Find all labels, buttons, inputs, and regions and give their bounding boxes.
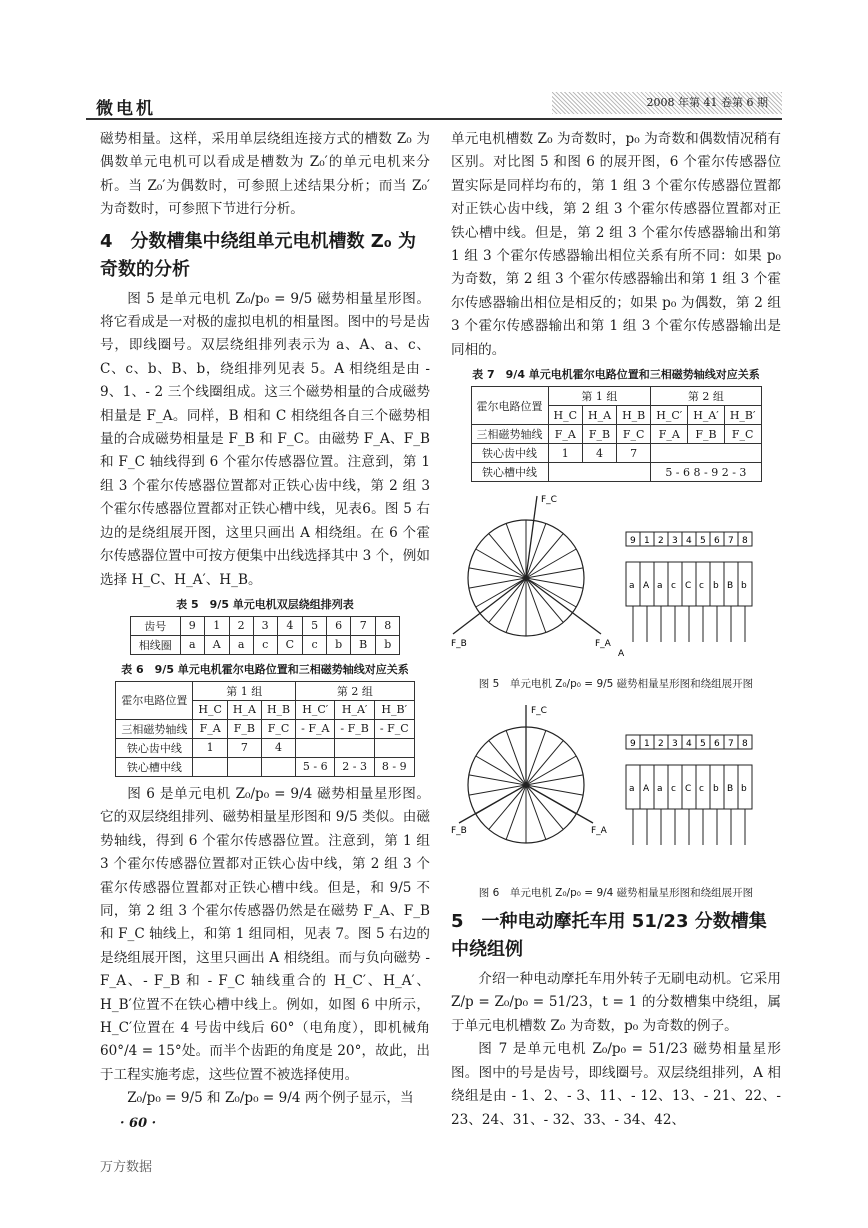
phasor-spoke	[489, 534, 526, 578]
coil-label: b	[741, 581, 747, 592]
table-cell: H_A	[583, 406, 617, 425]
table-5	[130, 616, 401, 655]
table-cell	[374, 738, 414, 757]
coil-label: c	[699, 581, 704, 592]
journal-brand: 微电机	[96, 99, 156, 119]
fb-label: F_B	[451, 639, 467, 650]
coil-label: c	[671, 581, 676, 592]
fa-label: F_A	[591, 826, 607, 837]
tooth-number: 8	[742, 536, 748, 547]
tooth-number: 2	[658, 536, 664, 547]
coil-label: b	[741, 784, 747, 795]
table-cell: 2 - 3	[335, 757, 374, 776]
phasor-spoke	[506, 785, 526, 840]
phasor-star-diagram	[451, 705, 608, 843]
left-column	[100, 128, 430, 1111]
table-cell: F_A	[548, 425, 583, 444]
table-cell: F_A	[193, 719, 228, 738]
section-heading-5: 5 一种电动摩托车用 51/23 分数槽集中绕组例	[451, 911, 767, 961]
table-cell: c	[253, 635, 277, 654]
coil-label: a	[629, 784, 635, 795]
table-cell: F_B	[688, 425, 725, 444]
tooth-number: 4	[686, 536, 692, 547]
tooth-number: 5	[700, 739, 706, 750]
phasor-spoke	[489, 578, 526, 622]
table-5-caption: 表 5 9/5 单元电机双层绕组排列表	[176, 597, 354, 611]
tooth-number: 3	[672, 739, 678, 750]
tooth-number: 9	[630, 739, 636, 750]
tooth-number: 6	[714, 536, 720, 547]
table-cell: 霍尔电路位置	[471, 387, 548, 425]
section-heading-4: 4 分数槽集中绕组单元电机槽数 Z₀ 为奇数的分析	[100, 230, 416, 280]
coil-label: b	[713, 581, 719, 592]
phase-a-label: A	[618, 649, 625, 660]
figure-5	[451, 492, 781, 664]
tooth-number: 1	[644, 536, 650, 547]
table-cell: H_C′	[651, 406, 688, 425]
tooth-number: 8	[742, 739, 748, 750]
table-cell: 第 2 组	[651, 387, 761, 406]
paragraph: 图 7 是单元电机 Z₀/p₀ = 51/23 磁势相量星形图。图中的号是齿号，即线圈号。双层绕组排列，A 相绕组是由 - 1、2、- 3、11、- 12、13、- 21、22、- 23、24、31、- 32、33、- 34、42、	[451, 1041, 781, 1128]
paragraph: 磁势相量。这样，采用单层绕组连接方式的槽数 Z₀ 为偶数单元电机可以看成是槽数为 Z₀′的单元电机来分析。当 Z₀′为偶数时，可参照上述结果分析；而当 Z₀′为奇数时，可参照下节进行分析。	[100, 131, 430, 218]
table-7-caption: 表 7 9/4 单元电机霍尔电路位置和三相磁势轴线对应关系	[472, 368, 760, 382]
tooth-number: 2	[658, 739, 664, 750]
table-6	[115, 681, 414, 777]
fa-label: F_A	[595, 639, 611, 650]
table-cell: 9	[180, 616, 204, 635]
table-cell: 5	[303, 616, 327, 635]
paragraph: 图 5 是单元电机 Z₀/p₀ = 9/5 磁势相量星形图。将它看成是一对极的虚拟电机的相量图。图中的号是齿号，即线圈号。双层绕组排列表示为 a、A、a、c、C、c、b、B、b，绕组排列见表 5。A 相绕组是由 - 9、1、- 2 三个线圈组成。这三个磁势相量的合成磁势相量是 F_A。同样，B 相和 C 相绕组各自三个磁势相量的合成磁势相量是 F_B 和 F_C。由磁势 F_A、F_B 和 F_C 轴线得到 6 个霍尔传感器位置。注意到，第 1 组 3 个霍尔传感器位置都对正铁心齿中线，第 2 组 3 个霍尔传感器位置都对正铁心槽中线，见表6。图 5 右边的是绕组展开图，这里只画出 A 相绕组。在 6 个霍尔传感器位置中可按方便集中出线选择其中 3 个，例如选择 H_C、H_A′、H_B。	[100, 290, 430, 588]
running-header	[86, 92, 782, 120]
table-cell: F_C	[617, 425, 651, 444]
table-cell: - F_A	[296, 719, 335, 738]
phasor-spoke	[526, 741, 563, 785]
phasor-spoke	[526, 731, 546, 786]
tooth-number: 5	[700, 536, 706, 547]
fa-axis	[526, 578, 601, 634]
table-cell: 齿号	[130, 616, 180, 635]
table-cell: 7	[351, 616, 376, 635]
table-cell: 1	[548, 444, 583, 463]
coil-label: B	[727, 581, 734, 592]
winding-development	[618, 532, 752, 659]
table-cell: H_A	[227, 700, 261, 719]
phasor-star-diagram	[451, 495, 612, 649]
table-cell	[335, 738, 374, 757]
phasor-spoke	[506, 731, 526, 786]
table-cell: - F_B	[335, 719, 374, 738]
table-cell: 5 - 6 8 - 9 2 - 3	[651, 463, 761, 482]
table-cell: 6	[327, 616, 351, 635]
table-cell: H_B	[261, 700, 295, 719]
tooth-number: 9	[630, 536, 636, 547]
table-cell: 霍尔电路位置	[116, 681, 193, 719]
paragraph: 单元电机槽数 Z₀ 为奇数时，p₀ 为奇数和偶数情况稍有区别。对比图 5 和图 6 的展开图，6 个霍尔传感器位置实际是同样均布的，第 1 组 3 个霍尔传感器位置都对正铁心齿中线，第 2 组 3 个霍尔传感器位置都对正铁心槽中线。但是，第 2 组 3 个霍尔传感器输出和第 1 组 3 个霍尔传感器输出相位关系有所不同：如果 p₀ 为奇数，第 2 组 3 个霍尔传感器输出和第 1 组 3 个霍尔传感器输出相位是相反的；如果 p₀ 为偶数，第 2 组 3 个霍尔传感器输出和第 1 组 3 个霍尔传感器输出是同相的。	[451, 131, 781, 358]
table-7	[471, 386, 762, 482]
coil-label: C	[685, 784, 692, 795]
tooth-number: 6	[714, 739, 720, 750]
table-cell: F_B	[227, 719, 261, 738]
coil-label: c	[671, 784, 676, 795]
table-cell: 4	[261, 738, 295, 757]
phasor-spoke	[526, 524, 546, 579]
table-6-caption: 表 6 9/5 单元电机霍尔电路位置和三相磁势轴线对应关系	[121, 662, 409, 676]
tooth-number: 7	[728, 536, 734, 547]
table-cell	[548, 463, 651, 482]
figure-6-caption: 图 6 单元电机 Z₀/p₀ = 9/4 磁势相量星形图和绕组展开图	[478, 887, 754, 900]
coil-label: a	[629, 581, 635, 592]
tooth-number: 3	[672, 536, 678, 547]
fb-axis	[453, 578, 526, 634]
coil-label: C	[685, 581, 692, 592]
coil-label: A	[643, 784, 650, 795]
tooth-number: 1	[644, 739, 650, 750]
phasor-spoke	[489, 785, 526, 829]
table-cell	[227, 757, 261, 776]
table-cell: H_A′	[688, 406, 725, 425]
table-cell: 铁心齿中线	[471, 444, 548, 463]
page-number: · 60 ·	[120, 1116, 157, 1131]
figure-5-caption: 图 5 单元电机 Z₀/p₀ = 9/5 磁势相量星形图和绕组展开图	[478, 678, 754, 691]
coil-label: a	[657, 784, 663, 795]
table-cell: - F_C	[374, 719, 414, 738]
table-cell: 第 1 组	[548, 387, 651, 406]
table-cell: F_C	[724, 425, 761, 444]
tooth-number: 4	[686, 739, 692, 750]
table-cell: H_B′	[724, 406, 761, 425]
table-cell: 1	[193, 738, 228, 757]
table-cell: C	[277, 635, 302, 654]
table-cell: H_B	[617, 406, 651, 425]
table-cell: b	[376, 635, 400, 654]
table-cell: 7	[617, 444, 651, 463]
table-cell: 4	[277, 616, 302, 635]
table-cell: b	[327, 635, 351, 654]
winding-development	[626, 735, 752, 845]
table-cell: 相线圈	[130, 635, 180, 654]
table-cell: 3	[253, 616, 277, 635]
table-cell: H_C	[548, 406, 583, 425]
fc-label: F_C	[541, 495, 557, 506]
phasor-spoke	[526, 785, 563, 829]
coil-label: B	[727, 784, 734, 795]
table-cell: a	[180, 635, 204, 654]
table-cell: A	[204, 635, 229, 654]
paragraph: 介绍一种电动摩托车用外转子无刷电动机。它采用 Z/p = Z₀/p₀ = 51/23，t = 1 的分数槽集中绕组，属于单元电机槽数 Z₀ 为奇数，p₀ 为奇数的例子。	[451, 971, 781, 1034]
phasor-spoke	[526, 578, 563, 622]
fb-label: F_B	[451, 826, 467, 837]
table-cell: H_C′	[296, 700, 335, 719]
issue-info: 2008 年第 41 卷第 6 期	[552, 92, 782, 114]
fc-axis	[526, 496, 537, 578]
table-cell: F_C	[261, 719, 295, 738]
table-cell: F_B	[583, 425, 617, 444]
table-cell	[193, 757, 228, 776]
coil-label: A	[643, 581, 650, 592]
table-cell: 铁心齿中线	[116, 738, 193, 757]
fc-label: F_C	[531, 706, 547, 717]
table-cell	[296, 738, 335, 757]
figure-6	[451, 703, 781, 873]
table-cell: 7	[227, 738, 261, 757]
table-cell: a	[229, 635, 253, 654]
table-cell	[261, 757, 295, 776]
paragraph: Z₀/p₀ = 9/5 和 Z₀/p₀ = 9/4 两个例子显示，当	[127, 1090, 414, 1107]
table-cell: 三相磁势轴线	[471, 425, 548, 444]
table-cell: 5 - 6	[296, 757, 335, 776]
table-cell: H_B′	[374, 700, 414, 719]
coil-label: b	[713, 784, 719, 795]
footer-watermark: 万方数据	[100, 1160, 153, 1175]
phasor-spoke	[526, 785, 546, 840]
table-cell: 铁心槽中线	[116, 757, 193, 776]
table-cell: 2	[229, 616, 253, 635]
table-cell: c	[303, 635, 327, 654]
table-cell: F_A	[651, 425, 688, 444]
table-cell: H_A′	[335, 700, 374, 719]
tooth-number: 7	[728, 739, 734, 750]
table-cell: 4	[583, 444, 617, 463]
phasor-spoke	[489, 741, 526, 785]
table-cell: B	[351, 635, 376, 654]
table-cell: 铁心槽中线	[471, 463, 548, 482]
table-cell: 8	[376, 616, 400, 635]
table-cell: 1	[204, 616, 229, 635]
table-cell: 三相磁势轴线	[116, 719, 193, 738]
table-cell: H_C	[193, 700, 228, 719]
coil-label: c	[699, 784, 704, 795]
right-column	[451, 128, 781, 1132]
table-cell	[651, 444, 761, 463]
coil-label: a	[657, 581, 663, 592]
table-cell: 第 1 组	[193, 681, 296, 700]
table-cell: 8 - 9	[374, 757, 414, 776]
phasor-spoke	[506, 524, 526, 579]
table-cell: 第 2 组	[296, 681, 415, 700]
paragraph: 图 6 是单元电机 Z₀/p₀ = 9/4 磁势相量星形图。它的双层绕组排列、磁势相量星形图和 9/5 类似。由磁势轴线，得到 6 个霍尔传感器位置。注意到，第 1 组 3 个霍尔传感器位置都对正铁心齿中线，第 2 组 3 个霍尔传感器位置都对正铁心槽中线。但是，和 9/5 不同，第 2 组 3 个霍尔传感器仍然是在磁势 F_A、F_B 和 F_C 轴线上，和第 1 组同相，见表 7。图 5 右边的是绕组展开图，这里只画出 A 相绕组。而与负向磁势 - F_A、- F_B 和 - F_C 轴线重合的 H_C′、H_A′、H_B′位置不在铁心槽中线上。例如，如图 6 中所示，H_C′位置在 4 号齿中线后 60°（电角度），即机械角 60°/4 = 15°处。而半个齿距的角度是 20°，故此，出于工程实施考虑，这些位置不被选择使用。	[100, 785, 430, 1083]
